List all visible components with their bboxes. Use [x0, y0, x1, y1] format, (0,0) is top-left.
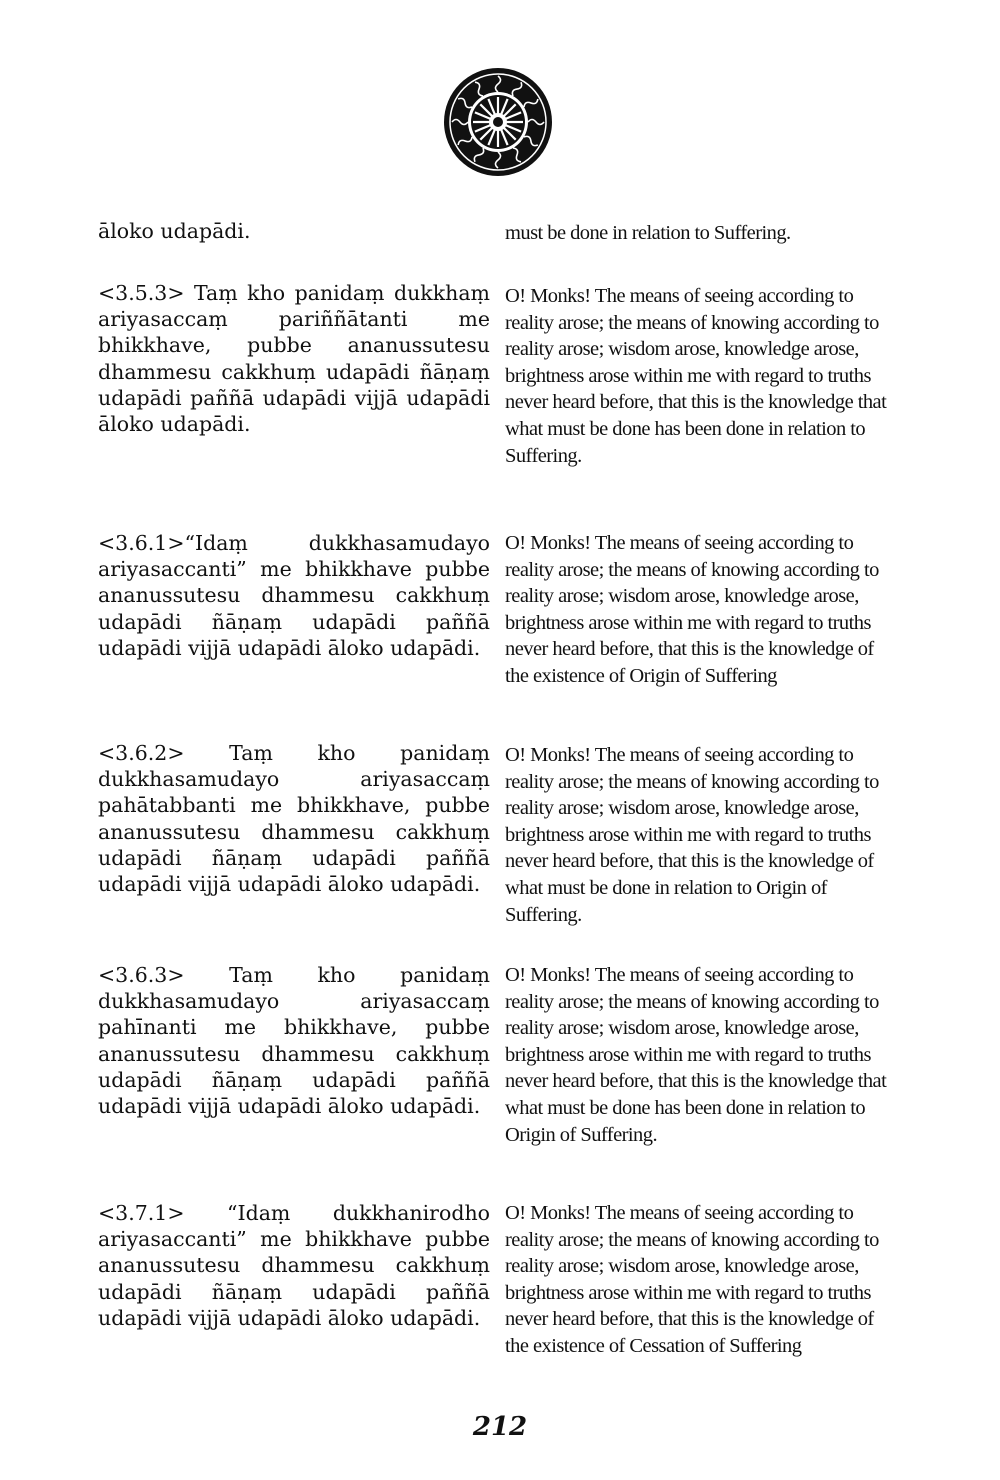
pali-verse-3-5-3: <3.5.3> Taṃ kho panidaṃ dukkhaṃ ariyasaccaṃ pariññātanti me bhikkhave, pubbe ananussutesu dhammesu cakkhuṃ udapādi ñāṇaṃ udapādi paññā udapādi vijjā udapādi āloko udapādi.: [98, 281, 490, 437]
pali-verse-3-6-1: <3.6.1>“Idaṃ dukkhasamudayo ariyasaccanti” me bhikkhave pubbe ananussutesu dhammesu cakkhuṃ udapādi ñāṇaṃ udapādi paññā udapādi vijjā udapādi āloko udapādi.: [98, 531, 490, 660]
pali-text-fragment: āloko udapādi.: [98, 219, 251, 243]
pali-verse-3-6-2: <3.6.2> Taṃ kho panidaṃ dukkhasamudayo ariyasaccaṃ pahātabbanti me bhikkhave, pubbe ananussutesu dhammesu cakkhuṃ udapādi ñāṇaṃ udapādi paññā udapādi vijjā udapādi āloko udapādi.: [98, 741, 490, 897]
english-verse-3-6-2: O! Monks! The means of seeing according to reality arose; the means of knowing according to reality arose; wisdom arose, knowledge arose, brightness arose within me with regard to truths never heard before, that this is the knowledge of what must be done in relation to Origin of Suffering.: [505, 744, 879, 926]
pali-verse-3-7-1: <3.7.1> “Idaṃ dukkhanirodho ariyasaccanti” me bhikkhave pubbe ananussutesu dhammesu cakkhuṃ udapādi ñāṇaṃ udapādi paññā udapādi vijjā udapādi āloko udapādi.: [98, 1201, 490, 1330]
pali-verse-3-6-3: <3.6.3> Taṃ kho panidaṃ dukkhasamudayo ariyasaccaṃ pahīnanti me bhikkhave, pubbe ananussutesu dhammesu cakkhuṃ udapādi ñāṇaṃ udapādi paññā udapādi vijjā udapādi āloko udapādi.: [98, 963, 490, 1119]
english-verse-3-7-1: O! Monks! The means of seeing according to reality arose; the means of knowing according to reality arose; wisdom arose, knowledge arose, brightness arose within me with regard to truths never heard before, that this is the knowledge of the existence of Cessation of Suffering: [505, 1202, 879, 1357]
english-verse-3-5-3: O! Monks! The means of seeing according to reality arose; the means of knowing according to reality arose; wisdom arose, knowledge arose, brightness arose within me with regard to truths never heard before, that this is the knowledge that what must be done has been done in relation to Suffering.: [505, 285, 887, 467]
english-verse-3-6-1: O! Monks! The means of seeing according to reality arose; the means of knowing according to reality arose; wisdom arose, knowledge arose, brightness arose within me with regard to truths never heard before, that this is the knowledge of the existence of Origin of Suffering: [505, 532, 879, 687]
page-number: 212: [472, 1412, 528, 1442]
english-text-fragment: must be done in relation to Suffering.: [505, 222, 791, 244]
dharma-wheel-icon: [442, 66, 554, 178]
english-verse-3-6-3: O! Monks! The means of seeing according to reality arose; the means of knowing according to reality arose; wisdom arose, knowledge arose, brightness arose within me with regard to truths never heard before, that this is the knowledge that what must be done has been done in relation to Origin of Suffering.: [505, 964, 887, 1146]
